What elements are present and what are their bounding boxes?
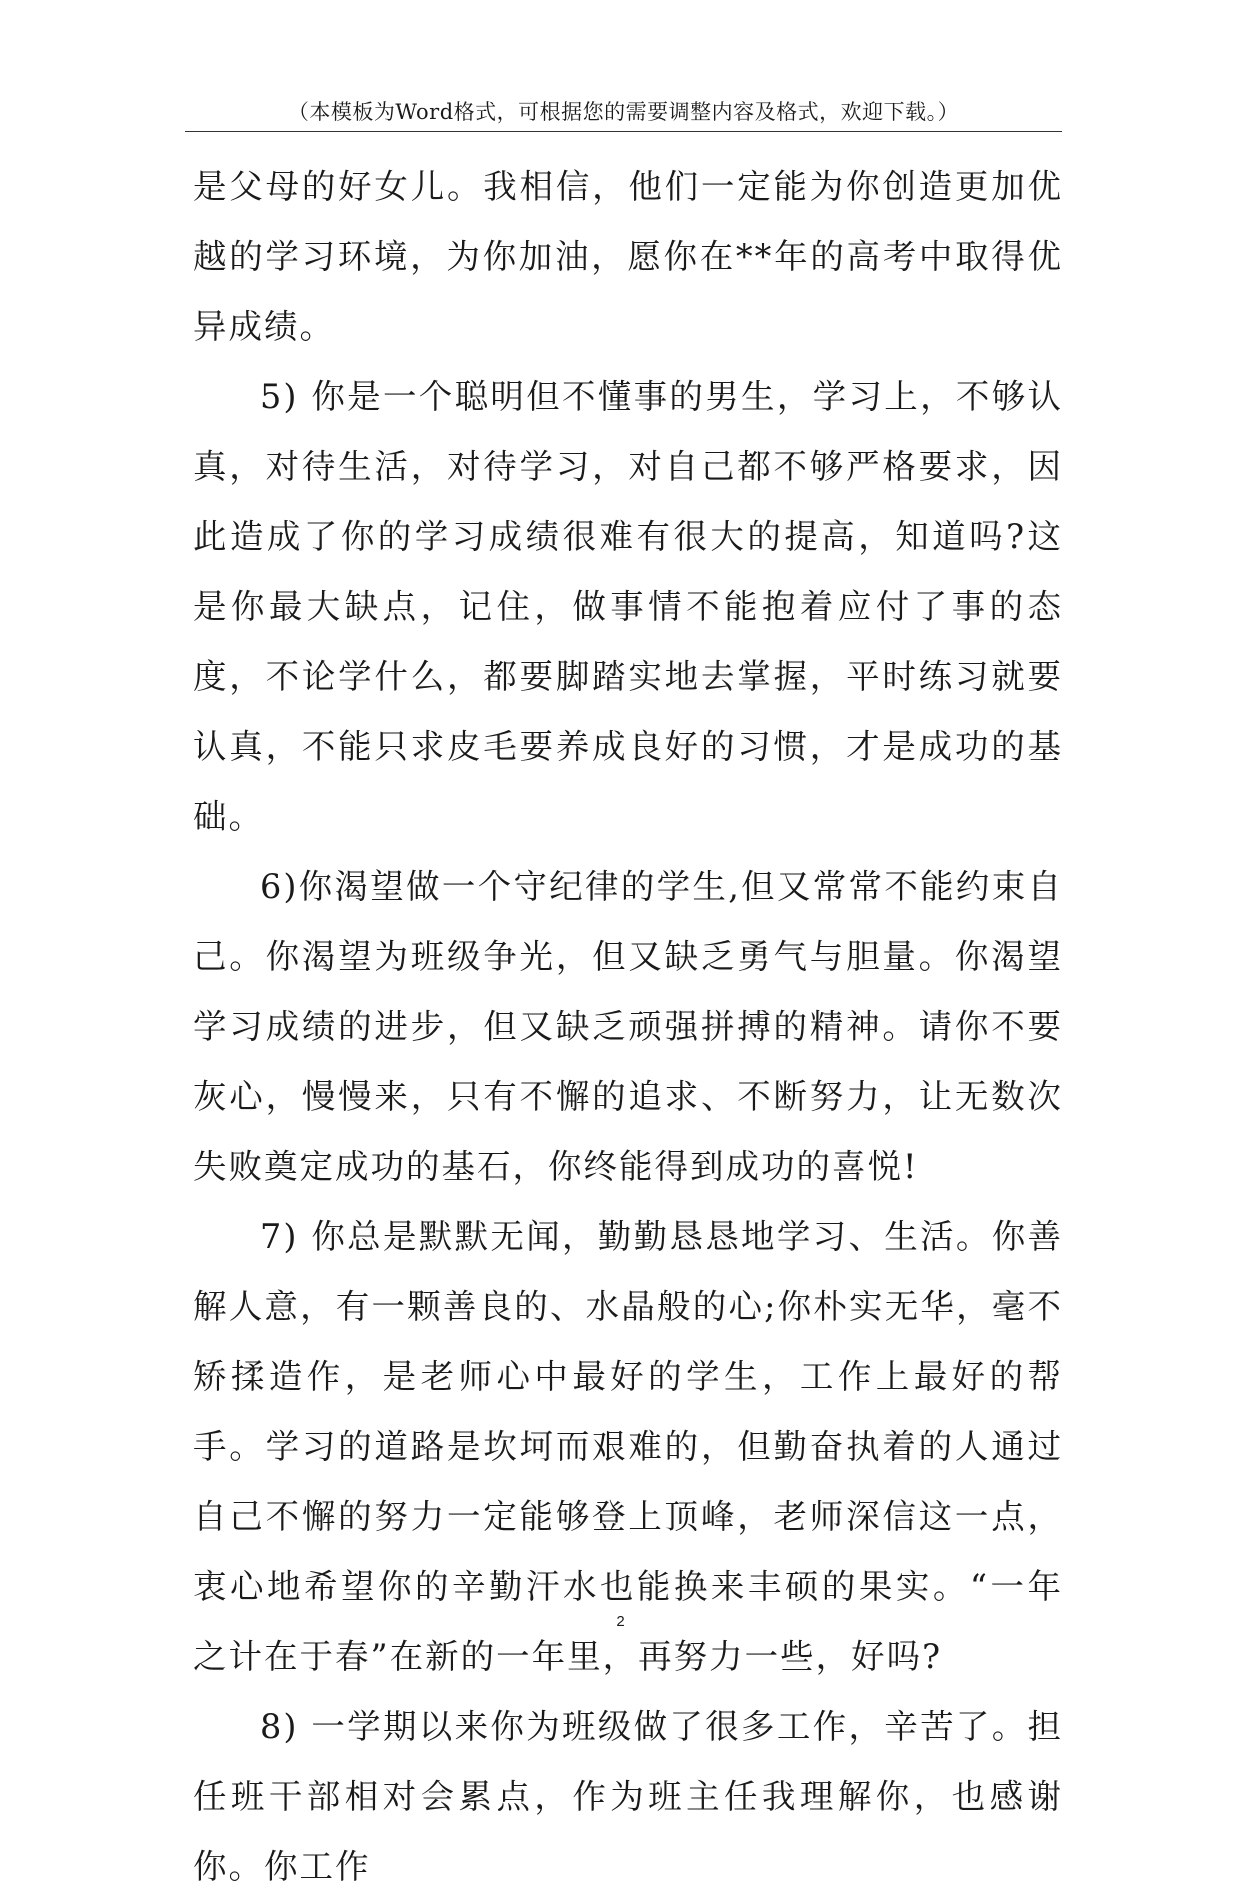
page-number: 2 (616, 1613, 625, 1630)
paragraph: 是父母的好女儿。我相信，他们一定能为你创造更加优越的学习环境，为你加油，愿你在**年的高考中取得优异成绩。 (193, 167, 1063, 346)
paragraph: 8) 一学期以来你为班级做了很多工作，辛苦了。担任班干部相对会累点，作为班主任我理解你，也感谢你。你工作 (193, 1707, 1063, 1886)
paragraph: 6)你渴望做一个守纪律的学生,但又常常不能约束自己。你渴望为班级争光，但又缺乏勇气与胆量。你渴望学习成绩的进步，但又缺乏顽强拼搏的精神。请你不要灰心，慢慢来，只有不懈的追求、不断努力，让无数次失败奠定成功的基石，你终能得到成功的喜悦! (193, 867, 1063, 1186)
paragraph: 5) 你是一个聪明但不懂事的男生，学习上，不够认真，对待生活，对待学习，对自己都不够严格要求，因此造成了你的学习成绩很难有很大的提高，知道吗?这是你最大缺点，记住，做事情不能抱着应付了事的态度，不论学什么，都要脚踏实地去掌握，平时练习就要认真，不能只求皮毛要养成良好的习惯，才是成功的基础。 (193, 377, 1063, 836)
document-body (193, 152, 1063, 1902)
paragraph: 7) 你总是默默无闻，勤勤恳恳地学习、生活。你善解人意，有一颗善良的、水晶般的心;你朴实无华，毫不矫揉造作，是老师心中最好的学生，工作上最好的帮手。学习的道路是坎坷而艰难的，但勤奋执着的人通过自己不懈的努力一定能够登上顶峰，老师深信这一点，衷心地希望你的辛勤汗水也能换来丰硕的果实。“一年之计在于春”在新的一年里，再努力一些，好吗? (193, 1217, 1063, 1676)
header-note: （本模板为Word格式，可根据您的需要调整内容及格式，欢迎下载。） (287, 100, 960, 124)
header-divider (185, 131, 1062, 132)
